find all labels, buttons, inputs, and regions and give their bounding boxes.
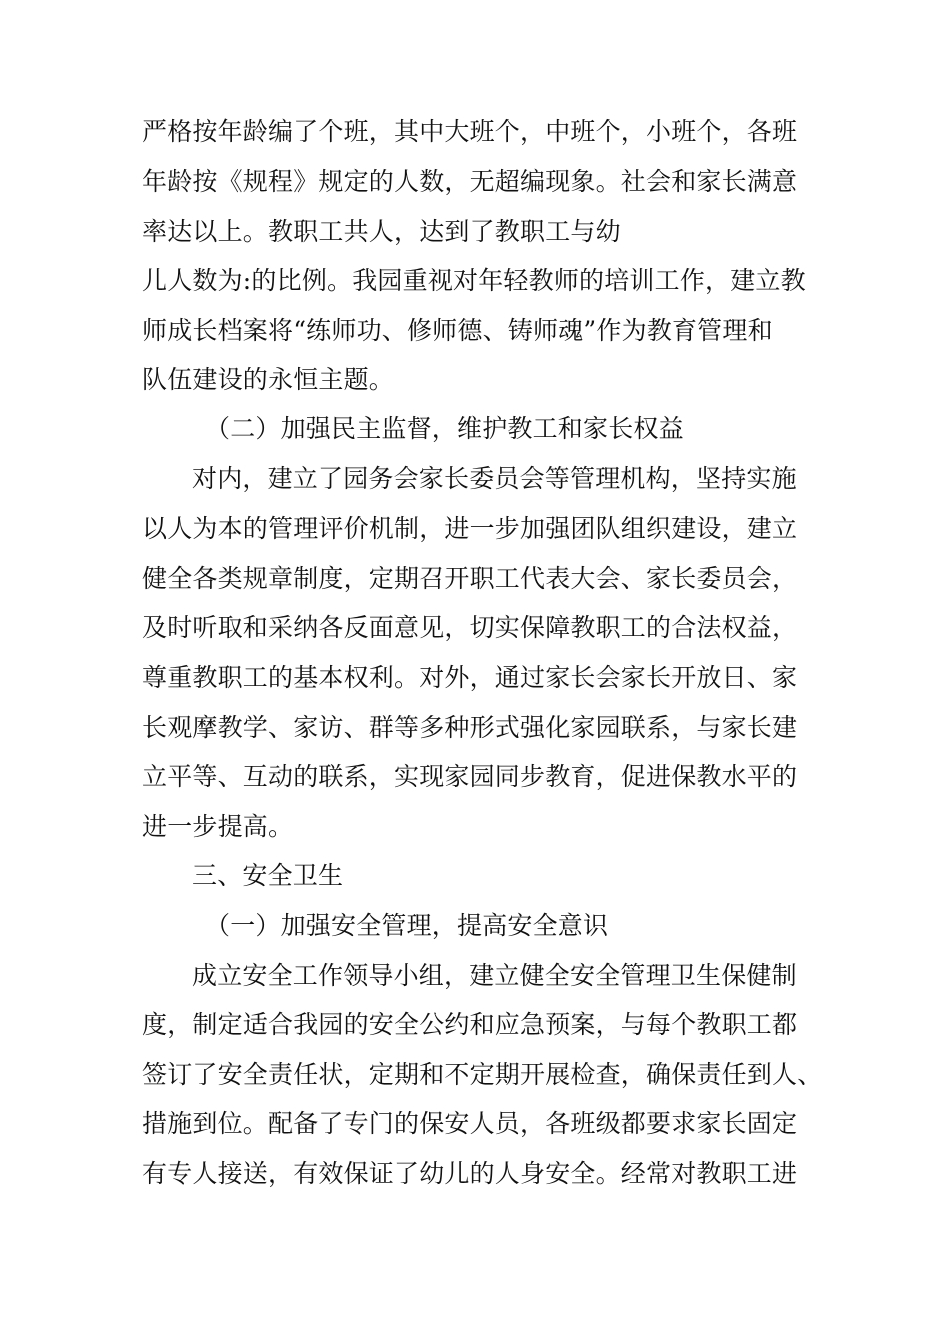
paragraph-line: 度，制定适合我园的安全公约和应急预案，与每个教职工都	[142, 1010, 798, 1039]
paragraph-line: 进一步提高。	[142, 812, 294, 841]
section-heading: （一）加强安全管理，提高安全意识	[205, 911, 609, 940]
section-heading: （二）加强民主监督，维护教工和家长权益	[205, 414, 684, 443]
paragraph-line: 师成长档案将“练师功、修师德、铸师魂”作为教育管理和	[142, 316, 773, 345]
paragraph-line: 成立安全工作领导小组，建立健全安全管理卫生保健制	[192, 961, 797, 990]
paragraph-line: 长观摩教学、家访、群等多种形式强化家园联系，与家长建	[142, 713, 798, 742]
paragraph-line: 年龄按《规程》规定的人数，无超编现象。社会和家长满意	[142, 167, 798, 196]
section-heading: 三、安全卫生	[192, 861, 344, 890]
paragraph-line: 尊重教职工的基本权利。对外，通过家长会家长开放日、家	[142, 663, 798, 692]
paragraph-line: 率达以上。教职工共人，达到了教职工与幼	[142, 217, 621, 246]
paragraph-line: 儿人数为:的比例。我园重视对年轻教师的培训工作，建立教	[142, 266, 806, 295]
paragraph-line: 严格按年龄编了个班，其中大班个，中班个，小班个，各班	[142, 117, 798, 146]
paragraph-line: 健全各类规章制度，定期召开职工代表大会、家长委员会，	[142, 564, 798, 593]
paragraph-line: 签订了安全责任状，定期和不定期开展检查，确保责任到人、	[142, 1060, 823, 1089]
paragraph-line: 措施到位。配备了专门的保安人员，各班级都要求家长固定	[142, 1109, 798, 1138]
paragraph-line: 以人为本的管理评价机制，进一步加强团队组织建设，建立	[142, 514, 798, 543]
paragraph-line: 队伍建设的永恒主题。	[142, 365, 395, 394]
paragraph-line: 及时听取和采纳各反面意见，切实保障教职工的合法权益，	[142, 613, 798, 642]
paragraph-line: 对内，建立了园务会家长委员会等管理机构，坚持实施	[192, 464, 797, 493]
paragraph-line: 立平等、互动的联系，实现家园同步教育，促进保教水平的	[142, 762, 798, 791]
paragraph-line: 有专人接送，有效保证了幼儿的人身安全。经常对教职工进	[142, 1159, 798, 1188]
